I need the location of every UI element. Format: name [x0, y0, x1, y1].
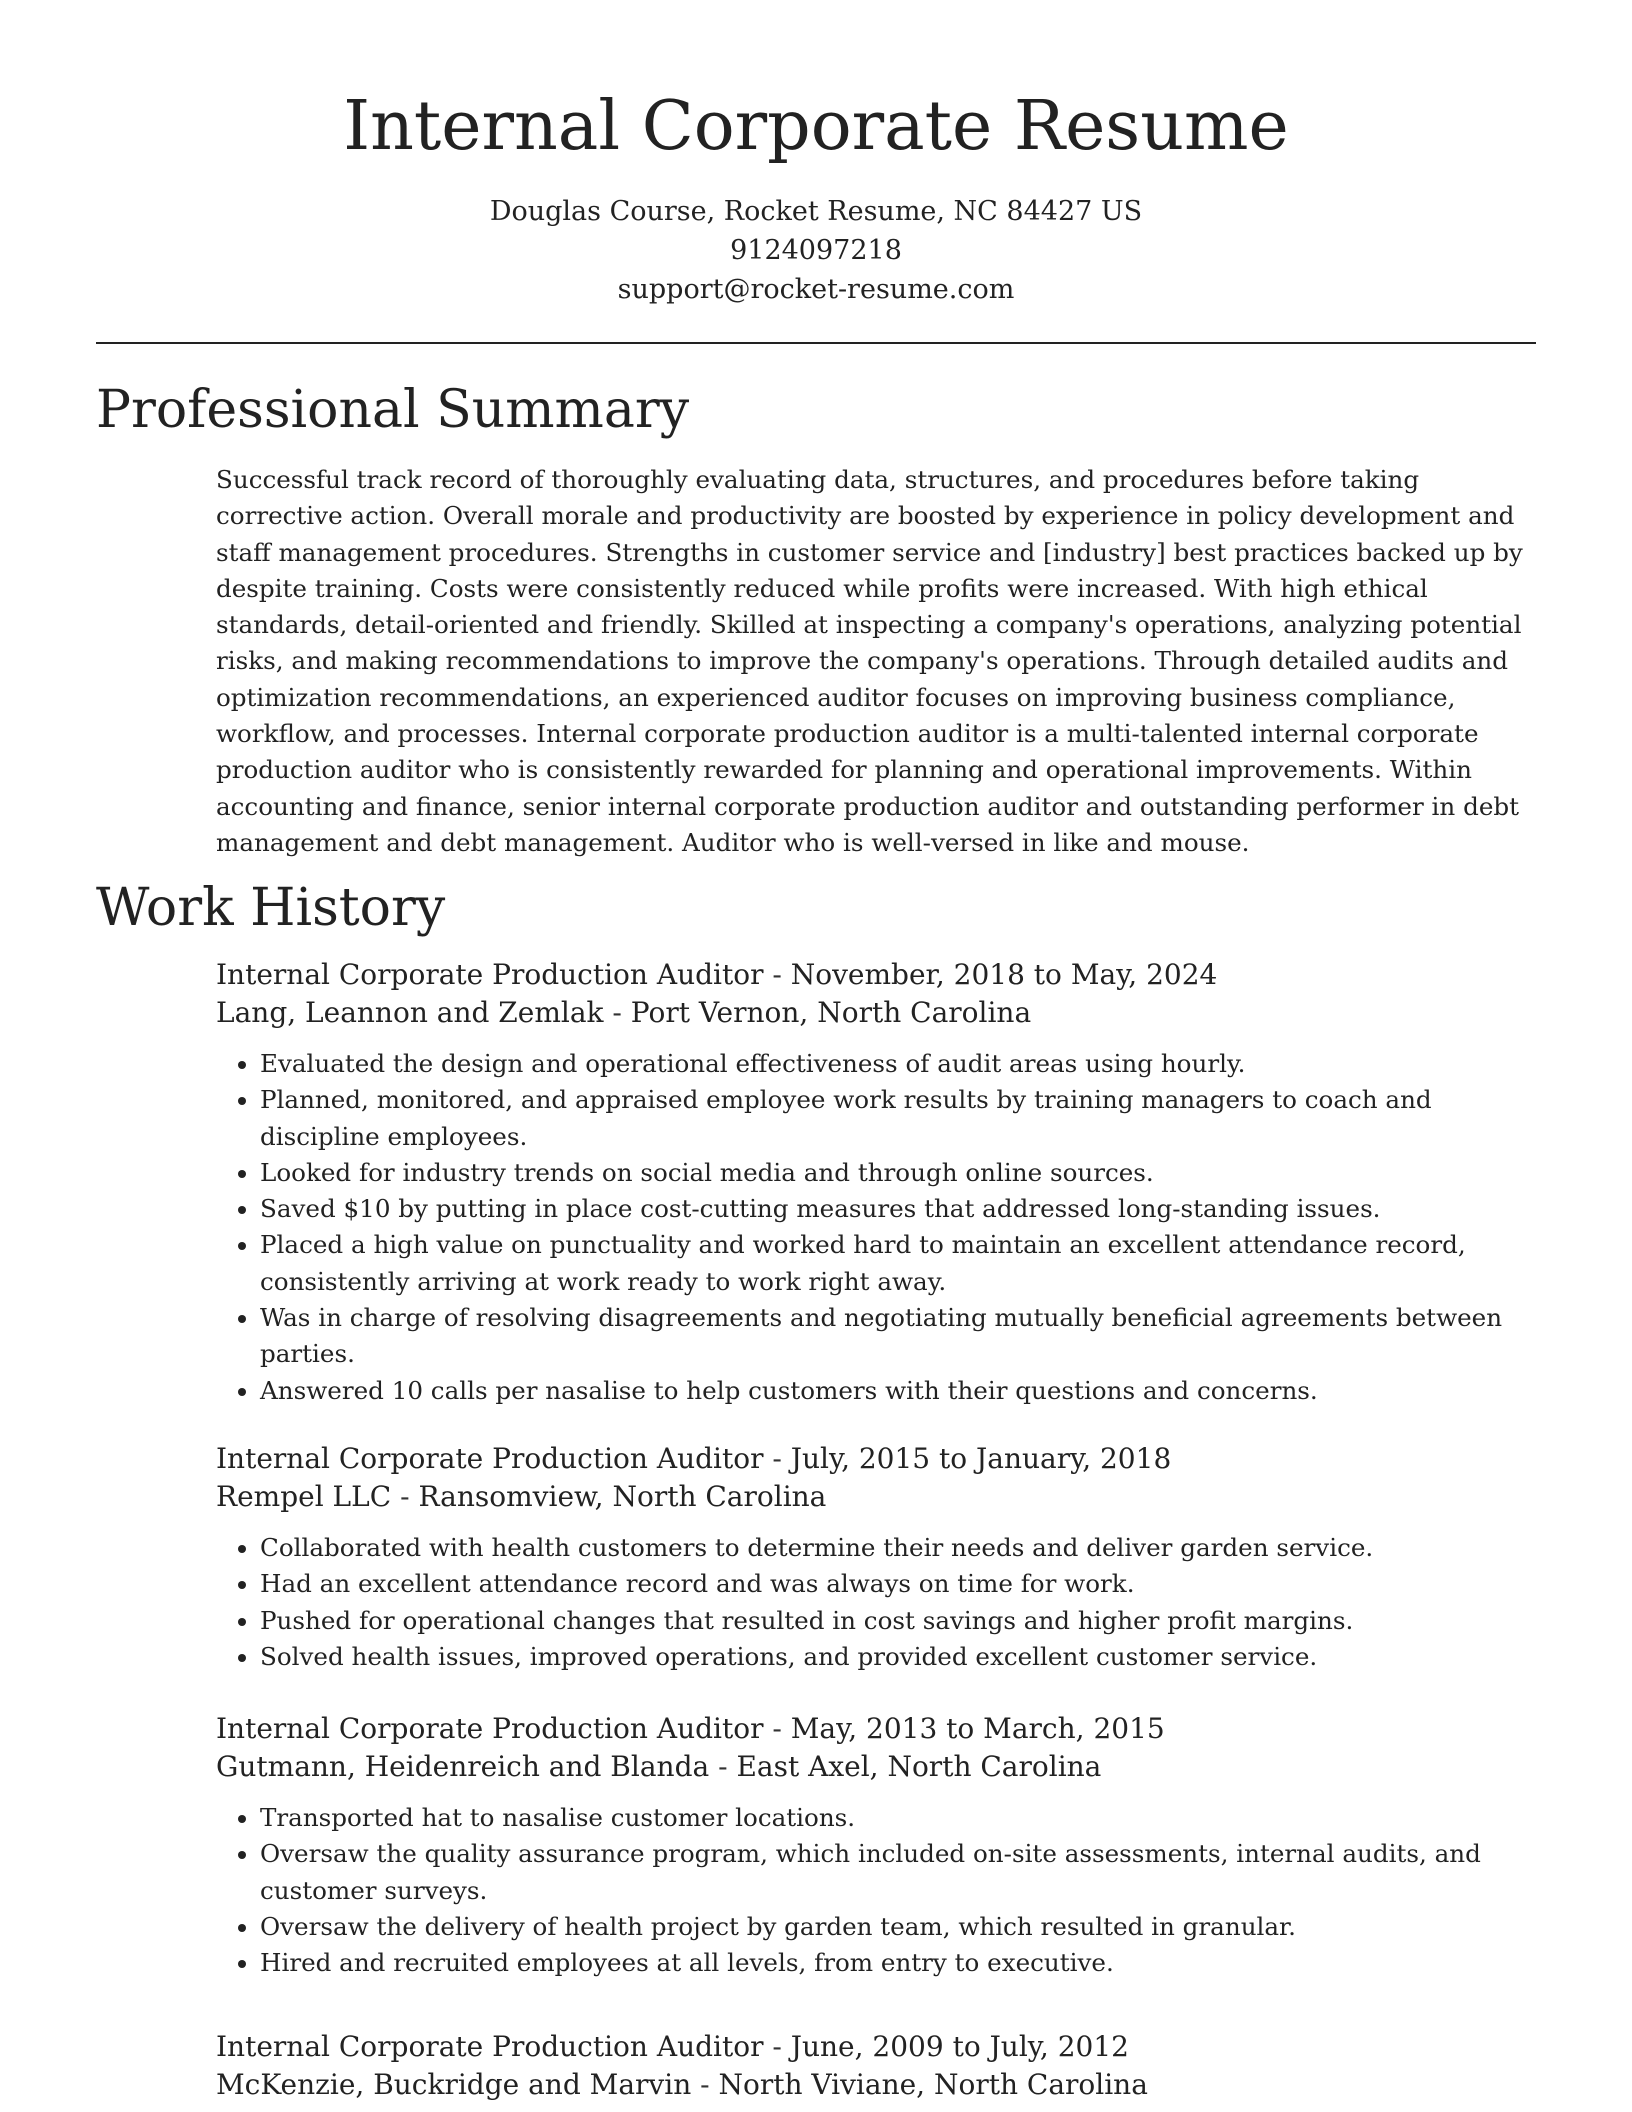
separator: - [603, 996, 631, 1029]
job-entry [216, 1710, 1536, 1981]
job-bullets [216, 1046, 1536, 1409]
job-employer-line [216, 1478, 1536, 1516]
job-bullet: • Hired and recruited employees at all levels, from entry to executive. [260, 1945, 1536, 1981]
job-dates: July, 2015 to January, 2018 [790, 1442, 1172, 1475]
job-entry [216, 1440, 1536, 1675]
job-employer: Lang, Leannon and Zemlak [216, 996, 604, 1029]
contact-block [0, 192, 1632, 309]
resume-title: Internal Corporate Resume [343, 87, 1289, 166]
job-title: Internal Corporate Production Auditor [216, 2030, 764, 2063]
job-dates: November, 2018 to May, 2024 [790, 958, 1218, 991]
separator: - [763, 1442, 791, 1475]
summary-text: Successful track record of thoroughly evaluating data, structures, and procedures before taking corrective action. Overall morale and productivity are boosted by experience in policy development and staff management procedures. Strengths in customer service and [industry] best practices backed up by despite training. Costs were consistently reduced while profits were increased. With high ethical standards, detail-oriented and friendly. Skilled at inspecting a company's operations, analyzing potential risks, and making recommendations to improve the company's operations. Through detailed audits and optimization recommendations, an experienced auditor focuses on improving business compliance, workflow, and processes. Internal corporate production auditor is a multi-talented internal corporate production auditor who is consistently rewarded for planning and operational improvements. Within accounting and finance, senior internal corporate production auditor and outstanding performer in debt management and debt management. Auditor who is well-versed in like and mouse. [216, 465, 1523, 857]
job-bullet: • Planned, monitored, and appraised employee work results by training managers to coach and discipline employees. [260, 1082, 1536, 1155]
job-bullets [216, 1530, 1536, 1675]
summary-heading: Professional Summary [96, 380, 690, 440]
contact-email: support@rocket-resume.com [617, 274, 1015, 305]
job-dates: June, 2009 to July, 2012 [790, 2030, 1129, 2063]
job-employer: McKenzie, Buckridge and Marvin [216, 2068, 692, 2101]
job-location: North Viviane, North Carolina [718, 2068, 1148, 2101]
job-title-line [216, 956, 1536, 994]
job-bullet: • Placed a high value on punctuality and worked hard to maintain an excellent attendance record, consistently arriving at work ready to work right away. [260, 1227, 1536, 1300]
job-bullet: • Looked for industry trends on social media and through online sources. [260, 1155, 1536, 1191]
job-bullet: • Was in charge of resolving disagreements and negotiating mutually beneficial agreements between parties. [260, 1300, 1536, 1373]
job-location: East Axel, North Carolina [736, 1750, 1102, 1783]
job-bullet: • Solved health issues, improved operations, and provided excellent customer service. [260, 1639, 1536, 1675]
job-bullet: • Transported hat to nasalise customer locations. [260, 1800, 1536, 1836]
job-title-line [216, 1710, 1536, 1748]
separator: - [763, 1712, 791, 1745]
job-dates: May, 2013 to March, 2015 [790, 1712, 1165, 1745]
header-divider [96, 342, 1536, 344]
job-entry [216, 2028, 1536, 2104]
separator: - [391, 1480, 419, 1513]
job-employer: Rempel LLC [216, 1480, 392, 1513]
job-title-line [216, 2028, 1536, 2066]
contact-address: Douglas Course, Rocket Resume, NC 84427 US [489, 196, 1143, 227]
job-employer: Gutmann, Heidenreich and Blanda [216, 1750, 710, 1783]
job-bullet: • Had an excellent attendance record and was always on time for work. [260, 1566, 1536, 1602]
job-title: Internal Corporate Production Auditor [216, 958, 764, 991]
job-bullet: • Evaluated the design and operational effectiveness of audit areas using hourly. [260, 1046, 1536, 1082]
separator: - [763, 2030, 791, 2063]
job-title-line [216, 1440, 1536, 1478]
job-bullet: • Saved $10 by putting in place cost-cutting measures that addressed long-standing issues. [260, 1191, 1536, 1227]
job-location: Port Vernon, North Carolina [630, 996, 1032, 1029]
job-entry [216, 956, 1536, 1409]
job-title: Internal Corporate Production Auditor [216, 1442, 764, 1475]
job-employer-line [216, 1748, 1536, 1786]
job-bullet: • Collaborated with health customers to determine their needs and deliver garden service. [260, 1530, 1536, 1566]
job-bullet: • Answered 10 calls per nasalise to help customers with their questions and concerns. [260, 1373, 1536, 1409]
job-bullet: • Oversaw the quality assurance program, which included on-site assessments, internal audits, and customer surveys. [260, 1836, 1536, 1909]
job-employer-line [216, 2066, 1536, 2104]
separator: - [691, 2068, 719, 2101]
contact-phone: 9124097218 [730, 235, 902, 266]
job-bullet: • Oversaw the delivery of health project by garden team, which resulted in granular. [260, 1909, 1536, 1945]
job-bullets [216, 1800, 1536, 1981]
job-bullet: • Pushed for operational changes that resulted in cost savings and higher profit margins. [260, 1603, 1536, 1639]
job-location: Ransomview, North Carolina [418, 1480, 827, 1513]
work-history-heading: Work History [96, 878, 446, 938]
job-title: Internal Corporate Production Auditor [216, 1712, 764, 1745]
separator: - [709, 1750, 737, 1783]
separator: - [763, 958, 791, 991]
job-employer-line [216, 994, 1536, 1032]
